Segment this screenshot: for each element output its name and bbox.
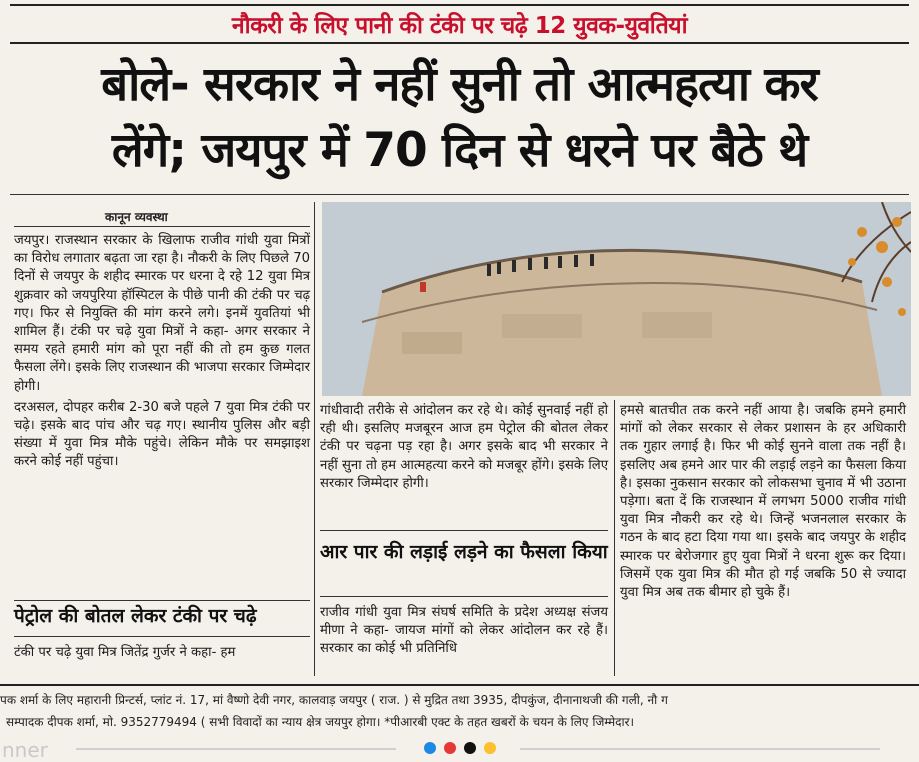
water-tank-photo: [322, 202, 911, 396]
col2-para-1: गांधीवादी तरीके से आंदोलन कर रहे थे। कोई सुनवाई नहीं हो रही थी। इसलिए मजबूरन आज हम पेट्रोल की बोतल लेकर टंकी पर चढ़ना पड़ रहा है। अगर इसके बाद भी सरकार ने नहीं सुना तो हम आत्महत्या करने को मजबूर होंगे। इसके लिए सरकार जिम्मेदार होगी।: [320, 403, 608, 491]
section-rule: [14, 226, 310, 227]
col3-para-1: हमसे बातचीत तक करने नहीं आया है। जबकि हमने हमारी मांगों को लेकर सरकार से लेकर प्रशासन के हर अधिकारी तक गुहार लगाई है। फिर भी कोई सुनने वाला तक नहीं है। इसलिए अब हमने आर पार की लड़ाई लड़ने का फैसला किया है। इसका नुकसान सरकार को लोकसभा चुनाव में भी उठाना पड़ेगा। बता दें कि राजस्थान में लगभग 5000 राजीव गांधी युवा मित्र नौकरी कर रहे थे। जिन्हें भजनलाल सरकार के गठन के बाद हटा दिया गया था। इसके बाद जयपुर के शहीद स्मारक पर बेरोजगार हुए युवा मित्रों ने धरना शुरू कर दिया। जिसमें एक युवा मित्र की मौत हो गई जबकि 50 से ज्यादा युवा मित्र अब तक बीमार हो चुके हैं।: [620, 403, 906, 601]
imprint-footer: [0, 684, 919, 736]
headline-rule: [10, 194, 909, 195]
watermark-line-left: [76, 748, 396, 754]
column-divider-2: [614, 400, 615, 676]
col1-para-1: जयपुर। राजस्थान सरकार के खिलाफ राजीव गांधी युवा मित्रों का विरोध लगातार बढ़ता जा रहा है। नौकरी के लिए पिछले 70 दिनों से जयपुर के शहीद स्मारक पर धरना दे रहे 12 युवा मित्र शुक्रवार को जयपुरिया हॉस्पिटल के पीछे पानी की टंकी पर चढ़ गए। फिर से नियुक्ति की मांग करने लगे। इनमें युवतियां भी शामिल हैं। टंकी पर चढ़े युवा मित्रों ने कहा- अगर सरकार ने समय रहते हमारी मांग को पूरा नहीं की तो हम कुछ गलत फैसला लेंगे। इसके लिए राजस्थान की भाजपा सरकार जिम्मेदार होगी।: [14, 233, 310, 394]
watermark-dot-yellow: [484, 742, 496, 754]
imprint-line-1: पक शर्मा के लिए महारानी प्रिन्टर्स, प्लांट नं. 17, मां वैष्णो देवी नगर, कालवाड़ जयपुर ( राज. ) से मुद्रित तथा 3935, दीपकुंज, दीनानाथजी की गली, नौ ग: [0, 693, 668, 707]
watermark-dots: [424, 742, 496, 754]
col1-subhead-rule-top: [14, 600, 310, 601]
column-1-text: [14, 232, 310, 472]
col2-subhead-rule-top: [320, 530, 608, 531]
watermark-dot-blue: [424, 742, 436, 754]
headline: [10, 52, 909, 184]
watermark-dot-red: [444, 742, 456, 754]
imprint-line-2: सम्पादक दीपक शर्मा, मो. 9352779494 ( सभी विवादों का न्याय क्षेत्र जयपुर होगा। *पीआरबी एक्ट के तहत खबरों के चयन के लिए जिम्मेदार।: [6, 715, 635, 729]
col1-subhead-rule-bottom: [14, 636, 310, 637]
headline-line-1: बोले- सरकार ने नहीं सुनी तो आत्महत्या कर: [101, 57, 818, 112]
kicker-bar: [10, 4, 909, 44]
col2-subhead: आर पार की लड़ाई लड़ने का फैसला किया: [320, 541, 608, 563]
column-divider-1: [314, 202, 315, 676]
col2-subhead-rule-bottom: [320, 596, 608, 597]
col1-para-3: टंकी पर चढ़े युवा मित्र जितेंद्र गुर्जर ने कहा- हम: [14, 645, 236, 660]
col2-para-2: राजीव गांधी युवा मित्र संघर्ष समिति के प्रदेश अध्यक्ष संजय मीणा ने कहा- जायज मांगों को लेकर आंदोलन कर रहे हैं। सरकार का कोई भी प्रतिनिधि: [320, 605, 608, 657]
scanner-watermark: nner: [2, 738, 48, 762]
section-label: कानून व्यवस्था: [105, 210, 168, 224]
col1-subhead: पेट्रोल की बोतल लेकर टंकी पर चढ़े: [14, 605, 257, 627]
headline-line-2: लेंगे; जयपुर में 70 दिन से धरने पर बैठे थे: [111, 123, 808, 178]
col1-para-2: दरअसल, दोपहर करीब 2-30 बजे पहले 7 युवा मित्र टंकी पर चढ़े। इसके बाद पांच और चढ़ गए। स्थानीय पुलिस और बड़ी संख्या में युवा मित्र मौके पहुंचे। लेकिन मौके पर समझाइश करने कोई नहीं पहुंचा।: [14, 399, 310, 470]
watermark-dot-black: [464, 742, 476, 754]
watermark-line-right: [520, 748, 880, 754]
kicker: नौकरी के लिए पानी की टंकी पर चढ़े 12 युवक-युवतियां: [231, 13, 688, 39]
